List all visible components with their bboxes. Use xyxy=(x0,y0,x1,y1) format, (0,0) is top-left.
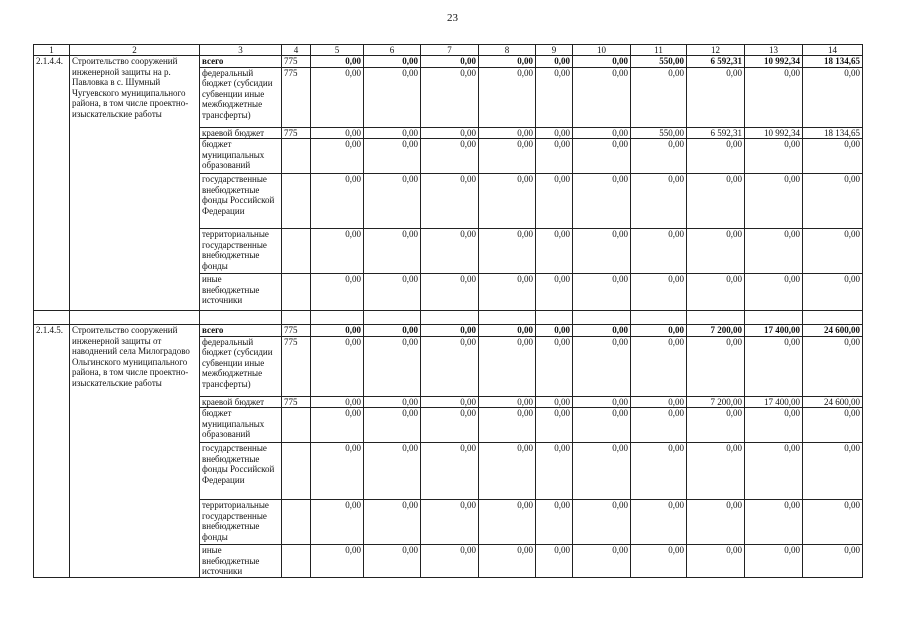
value-cell: 0,00 xyxy=(687,443,745,500)
value-cell: 0,00 xyxy=(573,127,631,139)
empty-cell xyxy=(421,311,479,325)
value-cell: 0,00 xyxy=(364,127,421,139)
value-cell: 17 400,00 xyxy=(745,325,803,337)
table-body xyxy=(34,45,863,578)
column-header: 10 xyxy=(573,45,631,56)
value-cell: 0,00 xyxy=(421,174,479,229)
value-cell: 0,00 xyxy=(421,127,479,139)
value-cell: 0,00 xyxy=(687,67,745,127)
value-cell: 0,00 xyxy=(573,67,631,127)
funding-source: государственные внебюджетные фонды Российской Федерации xyxy=(200,174,282,229)
value-cell: 0,00 xyxy=(803,408,863,443)
value-cell: 0,00 xyxy=(631,229,687,274)
code-cell: 775 xyxy=(282,336,311,396)
table-row xyxy=(34,56,863,68)
value-cell: 0,00 xyxy=(803,67,863,127)
value-cell: 0,00 xyxy=(536,274,573,311)
empty-cell xyxy=(803,311,863,325)
code-cell xyxy=(282,545,311,578)
value-cell: 0,00 xyxy=(311,336,364,396)
value-cell: 0,00 xyxy=(311,274,364,311)
value-cell: 0,00 xyxy=(364,396,421,408)
value-cell: 0,00 xyxy=(364,500,421,545)
column-header: 5 xyxy=(311,45,364,56)
measure-title: Строительство сооружений инженерной защиты от наводнений села Милоградово Ольгинского муниципального района, в том числе проектно-изыскательские работы xyxy=(70,325,200,578)
value-cell: 550,00 xyxy=(631,56,687,68)
value-cell: 0,00 xyxy=(573,229,631,274)
funding-source: иные внебюджетные источники xyxy=(200,274,282,311)
value-cell: 0,00 xyxy=(311,396,364,408)
funding-source: всего xyxy=(200,56,282,68)
value-cell: 0,00 xyxy=(536,127,573,139)
value-cell: 0,00 xyxy=(311,174,364,229)
empty-cell xyxy=(34,311,70,325)
value-cell: 0,00 xyxy=(803,336,863,396)
value-cell: 0,00 xyxy=(573,396,631,408)
value-cell: 0,00 xyxy=(421,336,479,396)
empty-cell xyxy=(364,311,421,325)
value-cell: 0,00 xyxy=(479,500,536,545)
empty-cell xyxy=(200,311,282,325)
value-cell: 0,00 xyxy=(803,545,863,578)
value-cell: 0,00 xyxy=(479,174,536,229)
column-header: 2 xyxy=(70,45,200,56)
value-cell: 0,00 xyxy=(536,229,573,274)
value-cell: 0,00 xyxy=(311,127,364,139)
funding-source: федеральный бюджет (субсидии субвенции иные межбюджетные трансферты) xyxy=(200,336,282,396)
value-cell: 0,00 xyxy=(631,274,687,311)
value-cell: 0,00 xyxy=(631,545,687,578)
funding-source: краевой бюджет xyxy=(200,396,282,408)
empty-cell xyxy=(631,311,687,325)
value-cell: 0,00 xyxy=(479,229,536,274)
row-code: 2.1.4.4. xyxy=(34,56,70,311)
empty-cell xyxy=(745,311,803,325)
value-cell: 0,00 xyxy=(536,396,573,408)
value-cell: 0,00 xyxy=(745,229,803,274)
value-cell: 0,00 xyxy=(803,500,863,545)
value-cell: 0,00 xyxy=(421,229,479,274)
measure-title: Строительство сооружений инженерной защиты на р. Павловка в с. Шумный Чугуевского муниципального района, в том числе проектно-изыскательские работы xyxy=(70,56,200,311)
value-cell: 0,00 xyxy=(631,174,687,229)
column-header: 8 xyxy=(479,45,536,56)
funding-source: бюджет муниципальных образований xyxy=(200,408,282,443)
value-cell: 0,00 xyxy=(573,325,631,337)
value-cell: 0,00 xyxy=(631,396,687,408)
value-cell: 0,00 xyxy=(803,443,863,500)
column-header: 3 xyxy=(200,45,282,56)
value-cell: 0,00 xyxy=(745,67,803,127)
value-cell: 0,00 xyxy=(479,443,536,500)
column-header: 9 xyxy=(536,45,573,56)
value-cell: 0,00 xyxy=(687,229,745,274)
value-cell: 0,00 xyxy=(687,274,745,311)
value-cell: 0,00 xyxy=(687,500,745,545)
column-header: 7 xyxy=(421,45,479,56)
value-cell: 0,00 xyxy=(421,500,479,545)
value-cell: 0,00 xyxy=(311,67,364,127)
value-cell: 0,00 xyxy=(745,139,803,174)
value-cell: 0,00 xyxy=(687,174,745,229)
empty-cell xyxy=(536,311,573,325)
funding-source: государственные внебюджетные фонды Российской Федерации xyxy=(200,443,282,500)
column-header: 12 xyxy=(687,45,745,56)
empty-cell xyxy=(573,311,631,325)
budget-table xyxy=(33,44,863,578)
value-cell: 0,00 xyxy=(803,139,863,174)
header-row xyxy=(34,45,863,56)
table-row xyxy=(34,325,863,337)
value-cell: 0,00 xyxy=(421,545,479,578)
code-cell: 775 xyxy=(282,56,311,68)
value-cell: 0,00 xyxy=(364,174,421,229)
code-cell: 775 xyxy=(282,396,311,408)
value-cell: 0,00 xyxy=(573,336,631,396)
value-cell: 0,00 xyxy=(311,443,364,500)
value-cell: 0,00 xyxy=(479,336,536,396)
column-header: 11 xyxy=(631,45,687,56)
value-cell: 0,00 xyxy=(745,443,803,500)
code-cell xyxy=(282,139,311,174)
value-cell: 0,00 xyxy=(536,325,573,337)
value-cell: 0,00 xyxy=(479,67,536,127)
value-cell: 0,00 xyxy=(421,396,479,408)
value-cell: 0,00 xyxy=(536,67,573,127)
value-cell: 550,00 xyxy=(631,127,687,139)
value-cell: 0,00 xyxy=(479,408,536,443)
value-cell: 0,00 xyxy=(536,408,573,443)
value-cell: 0,00 xyxy=(364,67,421,127)
empty-cell xyxy=(479,311,536,325)
value-cell: 24 600,00 xyxy=(803,396,863,408)
column-header: 13 xyxy=(745,45,803,56)
value-cell: 0,00 xyxy=(364,139,421,174)
value-cell: 0,00 xyxy=(745,408,803,443)
value-cell: 0,00 xyxy=(364,408,421,443)
code-cell xyxy=(282,500,311,545)
value-cell: 0,00 xyxy=(687,408,745,443)
value-cell: 0,00 xyxy=(421,139,479,174)
value-cell: 0,00 xyxy=(631,408,687,443)
row-code: 2.1.4.5. xyxy=(34,325,70,578)
value-cell: 0,00 xyxy=(631,443,687,500)
value-cell: 0,00 xyxy=(479,396,536,408)
value-cell: 0,00 xyxy=(745,174,803,229)
value-cell: 0,00 xyxy=(421,443,479,500)
value-cell: 7 200,00 xyxy=(687,396,745,408)
value-cell: 0,00 xyxy=(573,545,631,578)
value-cell: 0,00 xyxy=(364,545,421,578)
value-cell: 0,00 xyxy=(421,274,479,311)
value-cell: 0,00 xyxy=(536,174,573,229)
value-cell: 0,00 xyxy=(573,274,631,311)
value-cell: 0,00 xyxy=(803,174,863,229)
value-cell: 0,00 xyxy=(421,325,479,337)
value-cell: 0,00 xyxy=(364,229,421,274)
value-cell: 0,00 xyxy=(479,274,536,311)
value-cell: 0,00 xyxy=(311,408,364,443)
code-cell xyxy=(282,174,311,229)
value-cell: 0,00 xyxy=(479,139,536,174)
value-cell: 0,00 xyxy=(536,545,573,578)
value-cell: 18 134,65 xyxy=(803,56,863,68)
value-cell: 0,00 xyxy=(311,56,364,68)
value-cell: 0,00 xyxy=(573,139,631,174)
page-number: 23 xyxy=(447,12,458,24)
value-cell: 0,00 xyxy=(803,274,863,311)
value-cell: 0,00 xyxy=(364,56,421,68)
value-cell: 0,00 xyxy=(631,336,687,396)
code-cell xyxy=(282,408,311,443)
code-cell: 775 xyxy=(282,67,311,127)
value-cell: 0,00 xyxy=(687,336,745,396)
value-cell: 0,00 xyxy=(364,274,421,311)
funding-source: территориальные государственные внебюджетные фонды xyxy=(200,229,282,274)
value-cell: 0,00 xyxy=(536,139,573,174)
column-header: 4 xyxy=(282,45,311,56)
code-cell xyxy=(282,229,311,274)
value-cell: 0,00 xyxy=(421,408,479,443)
column-header: 14 xyxy=(803,45,863,56)
code-cell: 775 xyxy=(282,325,311,337)
value-cell: 24 600,00 xyxy=(803,325,863,337)
value-cell: 0,00 xyxy=(421,67,479,127)
value-cell: 0,00 xyxy=(311,500,364,545)
value-cell: 0,00 xyxy=(745,274,803,311)
value-cell: 0,00 xyxy=(479,56,536,68)
value-cell: 0,00 xyxy=(745,545,803,578)
value-cell: 10 992,34 xyxy=(745,56,803,68)
value-cell: 10 992,34 xyxy=(745,127,803,139)
value-cell: 0,00 xyxy=(631,139,687,174)
column-header: 1 xyxy=(34,45,70,56)
value-cell: 0,00 xyxy=(745,336,803,396)
funding-source: краевой бюджет xyxy=(200,127,282,139)
value-cell: 0,00 xyxy=(479,325,536,337)
value-cell: 0,00 xyxy=(311,139,364,174)
value-cell: 0,00 xyxy=(479,545,536,578)
value-cell: 0,00 xyxy=(573,443,631,500)
value-cell: 0,00 xyxy=(536,336,573,396)
empty-cell xyxy=(687,311,745,325)
value-cell: 7 200,00 xyxy=(687,325,745,337)
value-cell: 0,00 xyxy=(311,229,364,274)
funding-source: всего xyxy=(200,325,282,337)
value-cell: 0,00 xyxy=(311,325,364,337)
funding-source: иные внебюджетные источники xyxy=(200,545,282,578)
value-cell: 0,00 xyxy=(745,500,803,545)
value-cell: 0,00 xyxy=(573,408,631,443)
value-cell: 0,00 xyxy=(536,500,573,545)
value-cell: 0,00 xyxy=(687,139,745,174)
section-spacer xyxy=(34,311,863,325)
code-cell xyxy=(282,274,311,311)
value-cell: 0,00 xyxy=(573,500,631,545)
value-cell: 0,00 xyxy=(421,56,479,68)
value-cell: 0,00 xyxy=(573,174,631,229)
empty-cell xyxy=(311,311,364,325)
column-header: 6 xyxy=(364,45,421,56)
value-cell: 0,00 xyxy=(364,336,421,396)
funding-source: бюджет муниципальных образований xyxy=(200,139,282,174)
value-cell: 0,00 xyxy=(687,545,745,578)
value-cell: 6 592,31 xyxy=(687,56,745,68)
value-cell: 0,00 xyxy=(364,325,421,337)
code-cell: 775 xyxy=(282,127,311,139)
value-cell: 0,00 xyxy=(631,67,687,127)
funding-source: федеральный бюджет (субсидии субвенции иные межбюджетные трансферты) xyxy=(200,67,282,127)
empty-cell xyxy=(70,311,200,325)
value-cell: 0,00 xyxy=(631,500,687,545)
code-cell xyxy=(282,443,311,500)
value-cell: 18 134,65 xyxy=(803,127,863,139)
value-cell: 0,00 xyxy=(311,545,364,578)
value-cell: 0,00 xyxy=(631,325,687,337)
funding-source: территориальные государственные внебюджетные фонды xyxy=(200,500,282,545)
value-cell: 0,00 xyxy=(573,56,631,68)
value-cell: 17 400,00 xyxy=(745,396,803,408)
value-cell: 0,00 xyxy=(364,443,421,500)
value-cell: 6 592,31 xyxy=(687,127,745,139)
empty-cell xyxy=(282,311,311,325)
value-cell: 0,00 xyxy=(536,443,573,500)
value-cell: 0,00 xyxy=(536,56,573,68)
value-cell: 0,00 xyxy=(479,127,536,139)
value-cell: 0,00 xyxy=(803,229,863,274)
